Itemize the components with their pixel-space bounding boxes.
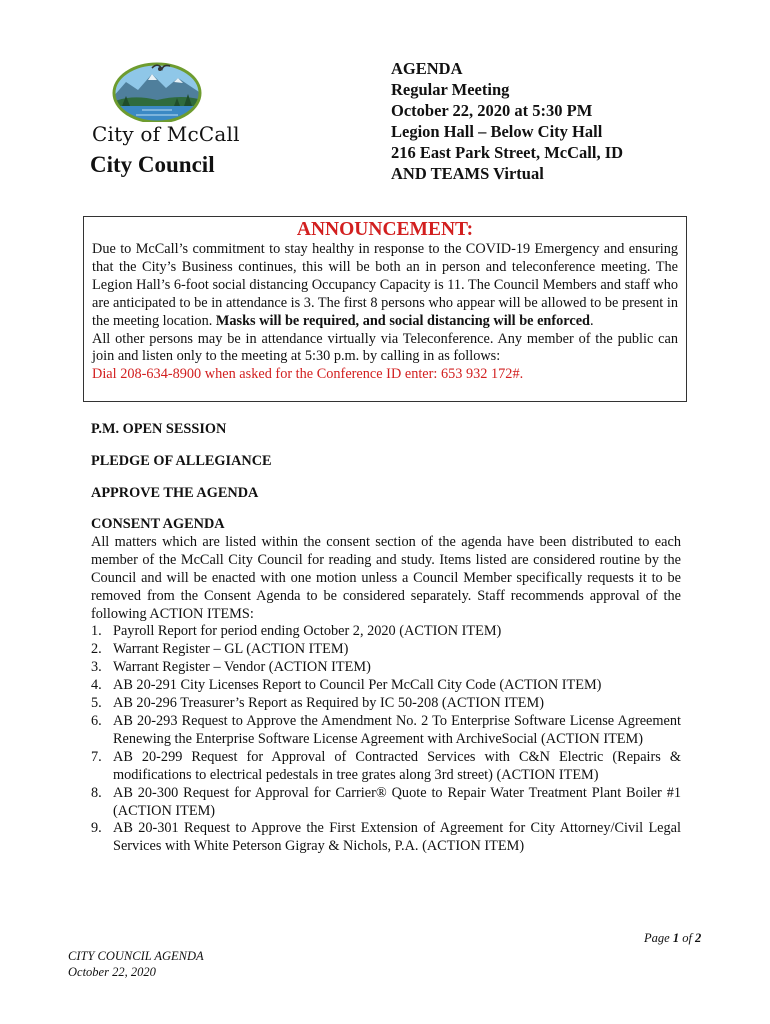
item-text: Payroll Report for period ending October 2, 2020 (ACTION ITEM): [113, 623, 502, 640]
item-number: 7.: [91, 748, 102, 765]
pledge-heading: PLEDGE OF ALLEGIANCE: [91, 453, 272, 469]
consent-agenda-heading: CONSENT AGENDA: [91, 516, 225, 532]
list-item: [91, 749, 681, 785]
item-text: AB 20-299 Request for Approval of Contracted Services with C&N Electric (Repairs & modifications to electrical pedestals in tree grates along 3rd street) (ACTION ITEM): [113, 748, 681, 783]
list-item: [91, 641, 681, 659]
list-item: [91, 695, 681, 713]
item-number: 2.: [91, 641, 102, 658]
city-name: City of McCall: [92, 122, 240, 146]
open-session-heading: P.M. OPEN SESSION: [91, 421, 227, 437]
dial-in-instructions: Dial 208-634-8900 when asked for the Conference ID enter: 653 932 172#.: [92, 366, 524, 383]
agenda-line: Legion Hall – Below City Hall: [391, 122, 603, 141]
announcement-title: ANNOUNCEMENT:: [296, 219, 474, 240]
list-item: [91, 659, 681, 677]
item-number: 4.: [91, 677, 102, 694]
page-of: of: [682, 931, 692, 945]
consent-items-list: [91, 623, 681, 856]
announcement-box: [83, 216, 687, 402]
item-number: 5.: [91, 695, 102, 712]
item-text: AB 20-291 City Licenses Report to Council Per McCall City Code (ACTION ITEM): [113, 677, 602, 694]
item-text: Warrant Register – Vendor (ACTION ITEM): [113, 659, 371, 676]
list-item: [91, 623, 681, 641]
announcement-paragraph: [92, 241, 678, 331]
item-number: 3.: [91, 659, 102, 676]
approve-agenda-heading: APPROVE THE AGENDA: [91, 485, 259, 501]
item-text: AB 20-300 Request for Approval for Carrier® Quote to Repair Water Treatment Plant Boiler #1 (ACTION ITEM): [113, 784, 681, 819]
page-number: [644, 931, 701, 946]
item-number: 6.: [91, 712, 102, 729]
list-item: [91, 677, 681, 695]
list-item: [91, 713, 681, 749]
item-text: AB 20-296 Treasurer’s Report as Required by IC 50-208 (ACTION ITEM): [113, 695, 544, 712]
agenda-line: Regular Meeting: [391, 80, 510, 99]
item-number: 9.: [91, 820, 102, 837]
announcement-bold-text: Masks will be required, and social distancing will be enforced: [215, 312, 591, 329]
announcement-text: Due to McCall’s commitment to stay healthy in response to the COVID-19 Emergency and ensuring that the City’s Business continues, this will be both an in person and teleconference meeting. The Legion Hall’s 6-foot social distancing Occupancy Capacity is 11. The Council Members and staff who are anticipated to be in attendance is 3. The first 8 persons who appear will be allowed to be present in the meeting location.: [92, 241, 678, 329]
page-label: Page: [644, 931, 670, 945]
announcement-period: .: [590, 312, 594, 329]
item-number: 8.: [91, 784, 102, 801]
city-logo: [88, 60, 238, 122]
agenda-line: AGENDA: [391, 59, 463, 78]
agenda-line: AND TEAMS Virtual: [391, 164, 544, 183]
item-text: AB 20-301 Request to Approve the First Extension of Agreement for City Attorney/Civil Legal Services with White Peterson Gigray & Nichols, P.A. (ACTION ITEM): [113, 820, 681, 855]
consent-agenda: [91, 516, 681, 856]
mountain-lake-logo-icon: [112, 60, 202, 122]
agenda-line: October 22, 2020 at 5:30 PM: [391, 101, 593, 120]
footer-date: October 22, 2020: [68, 965, 156, 979]
item-number: 1.: [91, 623, 102, 640]
agenda-line: 216 East Park Street, McCall, ID: [391, 143, 624, 162]
footer: [68, 948, 204, 980]
item-text: AB 20-293 Request to Approve the Amendment No. 2 To Enterprise Software License Agreement Renewing the Enterprise Software License Agreement with ArchiveSocial (ACTION ITEM): [113, 712, 681, 747]
list-item: [91, 820, 681, 856]
page-current: 1: [672, 931, 680, 945]
list-item: [91, 785, 681, 821]
page-total: 2: [695, 931, 702, 945]
announcement-body: [92, 241, 678, 384]
agenda-heading: [391, 58, 623, 184]
consent-intro: All matters which are listed within the consent section of the agenda have been distributed to each member of the McCall City Council for reading and study. Items listed are considered routine by the Council and will be enacted with one motion unless a Council Member specifically requests it to be removed from the Consent Agenda to be considered separately. Staff recommends approval of the following ACTION ITEMS:: [91, 533, 681, 622]
item-text: Warrant Register – GL (ACTION ITEM): [113, 641, 349, 658]
footer-title: CITY COUNCIL AGENDA: [68, 949, 204, 963]
council-title: City Council: [90, 152, 215, 177]
announcement-paragraph: All other persons may be in attendance virtually via Teleconference. Any member of the public can join and listen only to the meeting at 5:30 p.m. by calling in as follows:: [92, 330, 678, 365]
